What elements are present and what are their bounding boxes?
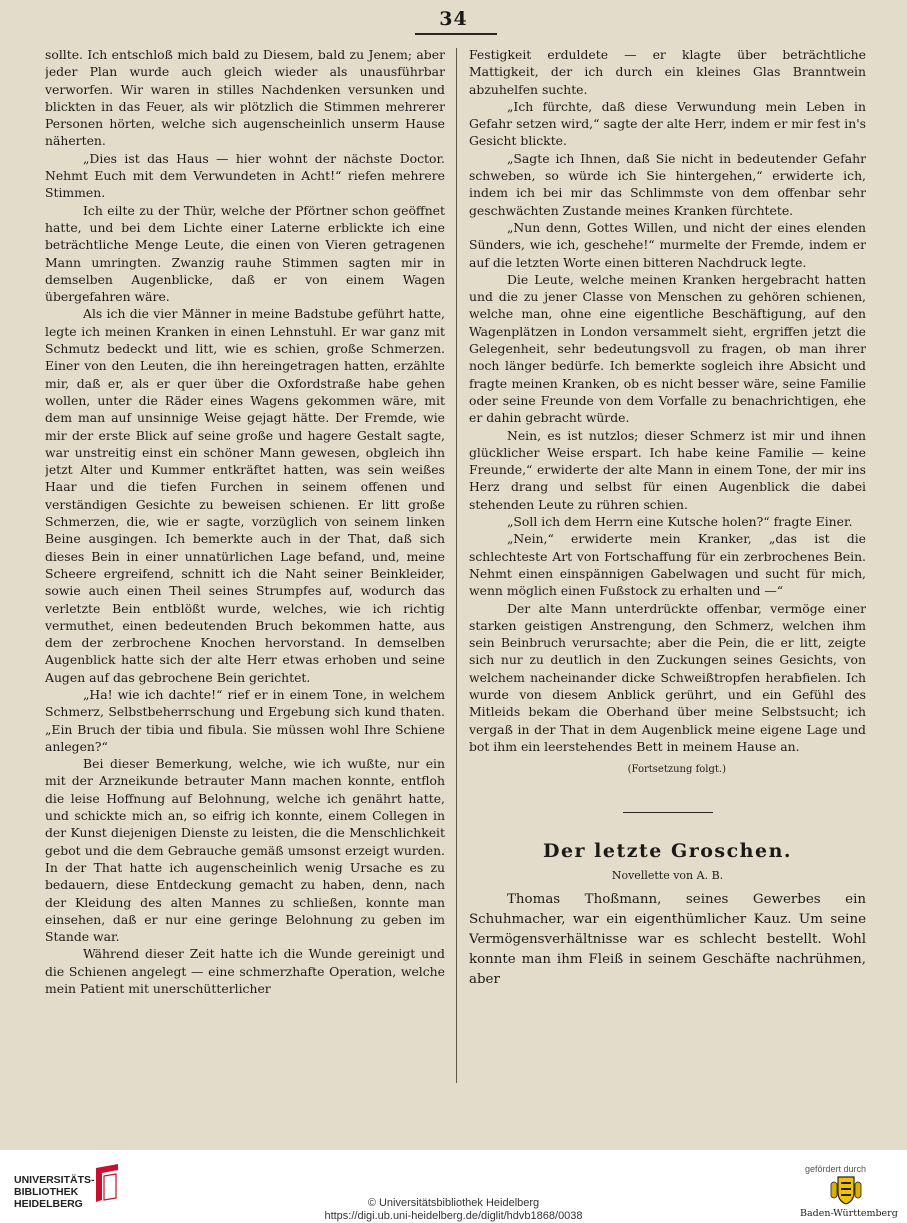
column-divider bbox=[456, 48, 457, 1083]
paragraph: sollte. Ich entschloß mich bald zu Diesem, bald zu Jenem; aber jeder Plan wurde auch gleich wieder als unausführbar verworfen. Wir waren in stilles Nachdenken versunken und blickten in das Feuer, als wir plötzlich die Stimmen mehrerer Personen hörten, welche sich augenscheinlich unserm Hause näherten. bbox=[45, 47, 445, 149]
page-number: 34 bbox=[439, 8, 468, 30]
paragraph: Die Leute, welche meinen Kranken hergebracht hatten und die zu jener Classe von Menschen zu gehören schienen, welche man, ohne eine eigentliche Beschäftigung, auf den Wagenplätzen in London versammelt sieht, ergriffen jetzt die Gelegenheit, sehr bedeutungsvoll zu fragen, ob man ihrer noch länger bedürfe. Ich bemerkte sogleich ihre Absicht und fragte meinen Kranken, ob es nicht besser wäre, seine Familie oder seine Freunde von dem Vorfalle zu benachrichtigen, ehe er dahin gebracht würde. bbox=[469, 271, 866, 426]
to-be-continued-note: (Fortsetzung folgt.) bbox=[627, 764, 726, 776]
library-name-line: UNIVERSITÄTS- bbox=[14, 1174, 95, 1186]
section-rule bbox=[623, 812, 713, 813]
story-byline: Novellette von A. B. bbox=[611, 868, 724, 882]
state-coat-of-arms-icon bbox=[826, 1174, 866, 1206]
copyright-notice: © Universitätsbibliothek Heidelberg bbox=[367, 1197, 540, 1209]
paragraph: „Ich fürchte, daß diese Verwundung mein Leben in Gefahr setzen wird,“ sagte der alte Herr, indem er mir fest in's Gesicht blickte. bbox=[469, 98, 866, 149]
right-text-column bbox=[469, 46, 866, 1086]
header-rule bbox=[415, 33, 497, 35]
library-name-line: BIBLIOTHEK bbox=[14, 1186, 79, 1198]
paragraph: Als ich die vier Männer in meine Badstube geführt hatte, legte ich meinen Kranken in einen Lehnstuhl. Er war ganz mit Schmutz bedeckt und litt, wie es schien, große Schmerzen. Einer von den Leuten, die ihn hereingetragen hatten, erzählte mir, daß er, als er quer über die Oxfordstraße habe gehen wollen, unter die Räder eines Wagens gekommen wäre, mit dem man auf unsinnige Weise gejagt hätte. Der Fremde, wie mir der erste Blick auf seine große und hagere Gestalt sagte, war unstreitig einst ein schöner Mann gewesen, obgleich ihn jetzt Alter und Kummer entkräftet hatten, was sein weißes Haar und die tiefen Furchen in seinem offenen und verständigen Gesichte zu beweisen schienen. Er litt große Schmerzen, die, wie er sagte, vorzüglich von seinem linken Beine ausgingen. Ich bemerkte auch in der That, daß sich dieses Bein in einer unnatürlichen Lage befand, und, meine Scheere ergreifend, schnitt ich die Naht seiner Beinkleider, sowie auch einen Theil seines Strumpfes auf, wodurch das verletzte Bein entblößt wurde, welches, wie ich richtig vermuthet, einen bedeutenden Bruch bekommen hatte, aus dem der zerbrochene Knochen hervorstand. In demselben Augenblick hatte sich der alte Herr etwas erhoben und seine Augen auf das gebrochene Bein gerichtet. bbox=[45, 306, 445, 685]
paragraph: Nein, es ist nutzlos; dieser Schmerz ist mir und ihnen glücklicher Weise erspart. Ich habe keine Familie — keine Freunde,“ erwiderte der alte Mann in einem Tone, der mir ins Herz drang und selbst für einen Augenblick die dabei stehenden Leute zu rühren schien. bbox=[469, 427, 866, 512]
paragraph: „Ha! wie ich dachte!“ rief er in einem Tone, in welchem Schmerz, Selbstbeherrschung und Ergebung sich kund thaten. „Ein Bruch der tibia und fibula. Sie müssen wohl Ihre Schiene anlegen?“ bbox=[45, 686, 445, 754]
funded-by-label: gefördert durch bbox=[805, 1164, 867, 1174]
paragraph: „Dies ist das Haus — hier wohnt der nächste Doctor. Nehmt Euch mit dem Verwundeten in Acht!“ riefen mehrere Stimmen. bbox=[45, 150, 445, 201]
paragraph: „Soll ich dem Herrn eine Kutsche holen?“ fragte Einer. bbox=[507, 514, 853, 530]
story-title: Der letzte Groschen. bbox=[542, 840, 793, 863]
funder-name: Baden-Württemberg bbox=[800, 1208, 898, 1219]
permalink-url[interactable]: https://digi.ub.uni-heidelberg.de/diglit/hdvb1868/0038 bbox=[324, 1210, 583, 1222]
paragraph: „Nun denn, Gottes Willen, und nicht der eines elenden Sünders, wie ich, geschehe!“ murmelte der Fremde, indem er auf die letzten Worte einen bitteren Nachdruck legte. bbox=[469, 219, 866, 270]
left-text-column bbox=[45, 46, 445, 1086]
library-name-line: HEIDELBERG bbox=[14, 1198, 83, 1210]
paragraph: Ich eilte zu der Thür, welche der Pförtner schon geöffnet hatte, und bei dem Lichte einer Laterne erblickte ich eine beträchtliche Menge Leute, die einen von Vieren getragenen Mann umringten. Zwanzig rauhe Stimmen sagten mir in demselben Augenblicke, daß er von einem Wagen übergefahren wäre. bbox=[45, 202, 445, 305]
paragraph: „Nein,“ erwiderte mein Kranker, „das ist die schlechteste Art von Fortschaffung für ein zerbrochenes Bein. Nehmt einen einspännigen Gabelwagen und sucht für mich, wenn möglich einen Fußstock zu erhalten und —“ bbox=[469, 531, 866, 599]
paragraph: „Sagte ich Ihnen, daß Sie nicht in bedeutender Gefahr schweben, so würde ich Sie hintergehen,“ erwiderte ich, indem ich bei mir das Schlimmste von dem offenbar sehr geschwächten Zustande meines Kranken fürchtete. bbox=[469, 150, 866, 218]
paragraph: Der alte Mann unterdrückte offenbar, vermöge einer starken geistigen Anstrengung, den Schmerz, welchen ihm sein Beinbruch verursachte; aber die Pein, die er litt, zeigte sich nur zu deutlich in den Zuckungen seines Gesichts, von welchem nacheinander dicke Schweißtropfen herabfielen. Ich wurde von diesem Anblick gerührt, und ein Gefühl des Mitleids bekam die Oberhand über meine Selbstsucht; ich vergaß in der That in dem Augenblick meine eigene Lage und bot ihm ein leerstehendes Bett in meinem Hause an. bbox=[469, 600, 866, 754]
story-opening-paragraph: Thomas Thoßmann, seines Gewerbes ein Schuhmacher, war ein eigenthümlicher Kauz. Um seine Vermögensverhältnisse war es schlecht bestellt. Wohl konnte man ihm Fleiß in seinem Geschäfte nachrühmen, aber bbox=[469, 892, 866, 988]
footer-bar bbox=[0, 1150, 907, 1223]
paragraph: Bei dieser Bemerkung, welche, wie ich wußte, nur ein mit der Arzneikunde betrauter Mann machen konnte, entfloh die leise Hoffnung auf Belohnung, welche ich genährt hatte, und schickte mich an, so eifrig ich konnte, einem Collegen in der Kunst diejenigen Dienste zu leisten, die die Menschlichkeit gebot und die dem Gebrauche gemäß umsonst erzeigt wurden. In der That hatte ich augenscheinlich wenig Ursache es zu bedauern, diese Entdeckung gemacht zu haben, denn, nach der Kleidung des alten Mannes zu schließen, konnte man einsehen, daß er nur eine geringe Belohnung zu geben im Stande war. bbox=[45, 756, 445, 945]
paragraph: Festigkeit erduldete — er klagte über beträchtliche Mattigkeit, der ich durch ein kleines Glas Branntwein abzuhelfen suchte. bbox=[469, 47, 866, 97]
paragraph: Während dieser Zeit hatte ich die Wunde gereinigt und die Schienen angelegt — eine schmerzhafte Operation, welche mein Patient mit unerschütterlicher bbox=[45, 946, 445, 997]
